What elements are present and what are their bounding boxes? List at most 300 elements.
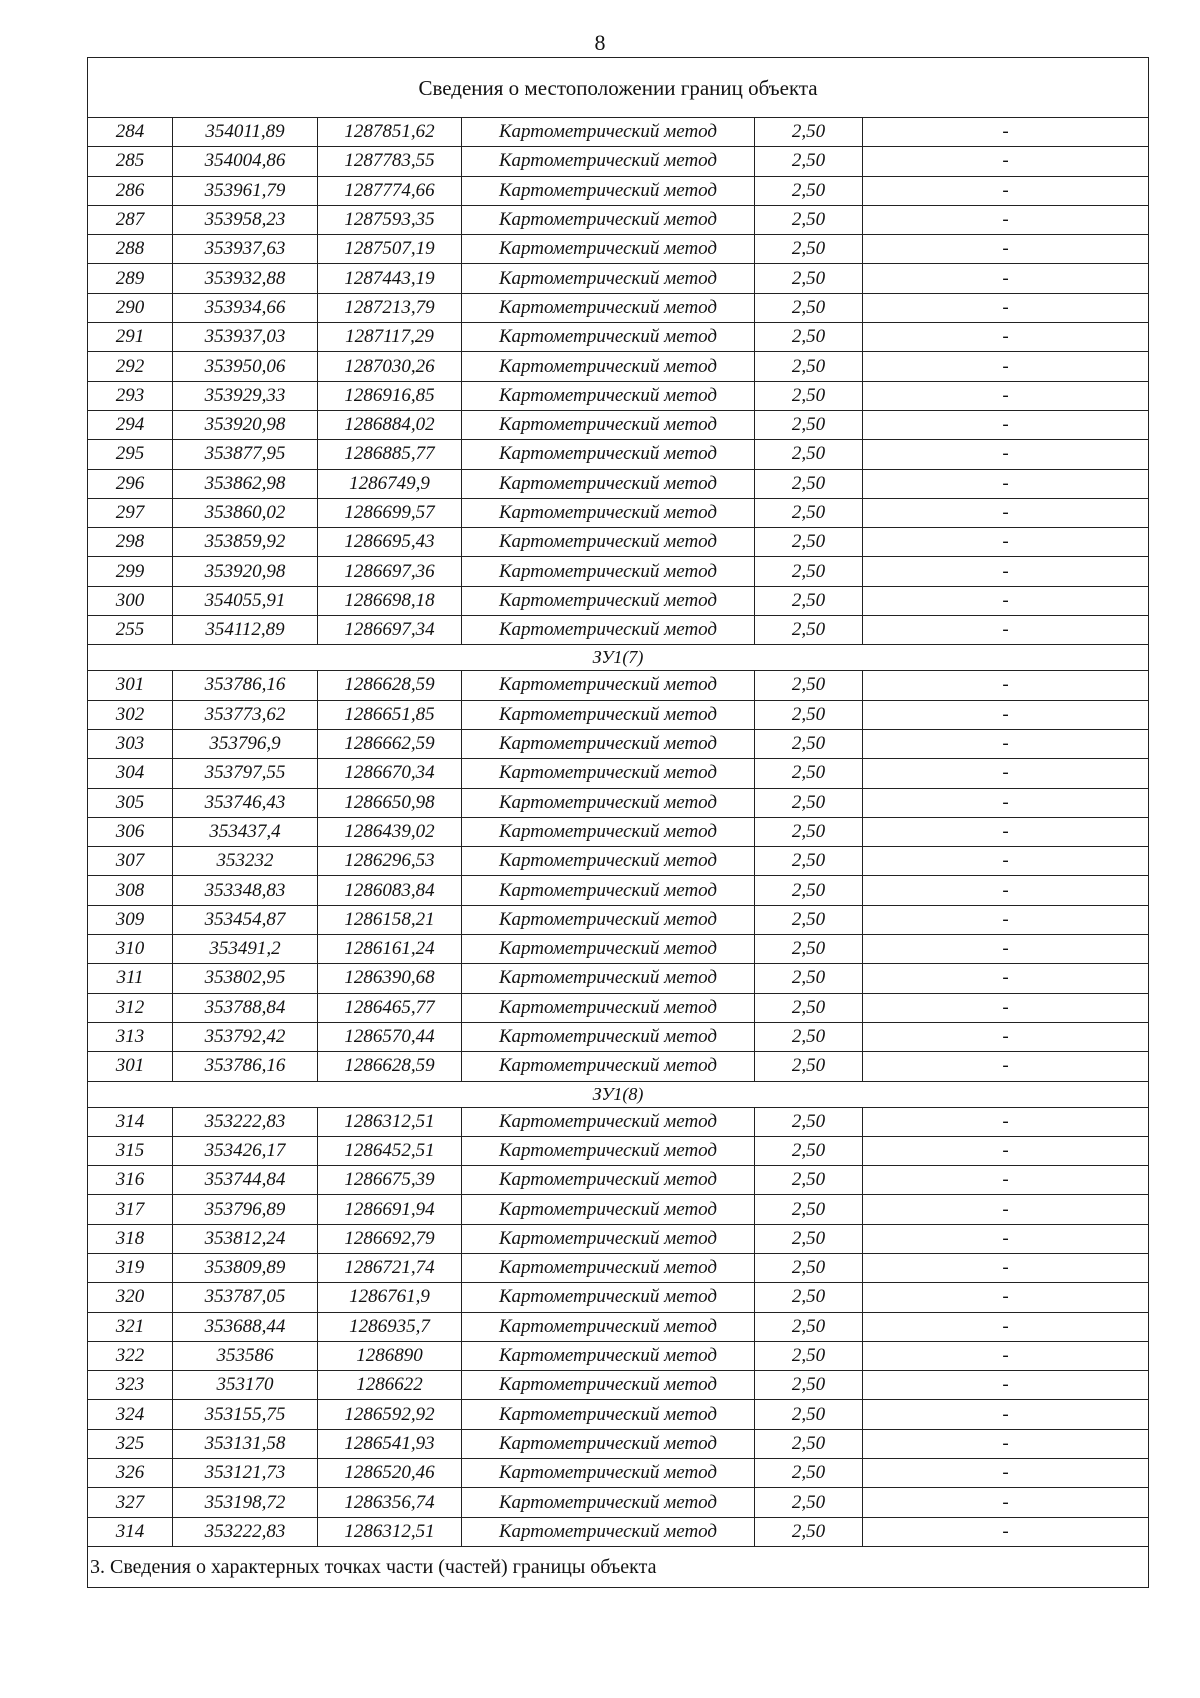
accuracy-cell: 2,50 bbox=[755, 498, 863, 527]
point-number-cell: 306 bbox=[88, 817, 173, 846]
point-number-cell: 304 bbox=[88, 759, 173, 788]
table-row bbox=[88, 1488, 1149, 1517]
method-cell: Картометрический метод bbox=[462, 700, 755, 729]
description-cell: - bbox=[863, 410, 1149, 439]
x-coordinate-cell: 353937,63 bbox=[173, 235, 318, 264]
y-coordinate-cell: 1286622 bbox=[318, 1371, 462, 1400]
section-label: ЗУ1(7) bbox=[88, 645, 1149, 671]
description-cell: - bbox=[863, 876, 1149, 905]
x-coordinate-cell: 353796,89 bbox=[173, 1195, 318, 1224]
point-number-cell: 289 bbox=[88, 264, 173, 293]
method-cell: Картометрический метод bbox=[462, 528, 755, 557]
table-row bbox=[88, 788, 1149, 817]
table-row bbox=[88, 1136, 1149, 1165]
accuracy-cell: 2,50 bbox=[755, 293, 863, 322]
table-row bbox=[88, 352, 1149, 381]
accuracy-cell: 2,50 bbox=[755, 1459, 863, 1488]
y-coordinate-cell: 1287851,62 bbox=[318, 118, 462, 147]
x-coordinate-cell: 353929,33 bbox=[173, 381, 318, 410]
x-coordinate-cell: 353222,83 bbox=[173, 1107, 318, 1136]
point-number-cell: 320 bbox=[88, 1283, 173, 1312]
method-cell: Картометрический метод bbox=[462, 671, 755, 700]
accuracy-cell: 2,50 bbox=[755, 440, 863, 469]
x-coordinate-cell: 353786,16 bbox=[173, 671, 318, 700]
y-coordinate-cell: 1286692,79 bbox=[318, 1224, 462, 1253]
y-coordinate-cell: 1286699,57 bbox=[318, 498, 462, 527]
description-cell: - bbox=[863, 176, 1149, 205]
x-coordinate-cell: 353920,98 bbox=[173, 557, 318, 586]
point-number-cell: 299 bbox=[88, 557, 173, 586]
accuracy-cell: 2,50 bbox=[755, 817, 863, 846]
y-coordinate-cell: 1286592,92 bbox=[318, 1400, 462, 1429]
point-number-cell: 310 bbox=[88, 935, 173, 964]
method-cell: Картометрический метод bbox=[462, 586, 755, 615]
point-number-cell: 288 bbox=[88, 235, 173, 264]
method-cell: Картометрический метод bbox=[462, 264, 755, 293]
table-row bbox=[88, 118, 1149, 147]
table-row bbox=[88, 847, 1149, 876]
y-coordinate-cell: 1286698,18 bbox=[318, 586, 462, 615]
description-cell: - bbox=[863, 1283, 1149, 1312]
point-number-cell: 284 bbox=[88, 118, 173, 147]
description-cell: - bbox=[863, 1371, 1149, 1400]
x-coordinate-cell: 353155,75 bbox=[173, 1400, 318, 1429]
table-row bbox=[88, 1052, 1149, 1081]
point-number-cell: 314 bbox=[88, 1107, 173, 1136]
y-coordinate-cell: 1286691,94 bbox=[318, 1195, 462, 1224]
accuracy-cell: 2,50 bbox=[755, 176, 863, 205]
point-number-cell: 313 bbox=[88, 1022, 173, 1051]
footer-text: 3. Сведения о характерных точках части (частей) границы объекта bbox=[88, 1546, 1149, 1587]
method-cell: Картометрический метод bbox=[462, 759, 755, 788]
x-coordinate-cell: 354011,89 bbox=[173, 118, 318, 147]
point-number-cell: 301 bbox=[88, 671, 173, 700]
table-body bbox=[88, 58, 1149, 1588]
description-cell: - bbox=[863, 1136, 1149, 1165]
description-cell: - bbox=[863, 700, 1149, 729]
y-coordinate-cell: 1286465,77 bbox=[318, 993, 462, 1022]
footer-row bbox=[88, 1546, 1149, 1587]
table-row bbox=[88, 235, 1149, 264]
x-coordinate-cell: 353491,2 bbox=[173, 935, 318, 964]
x-coordinate-cell: 353961,79 bbox=[173, 176, 318, 205]
accuracy-cell: 2,50 bbox=[755, 1022, 863, 1051]
y-coordinate-cell: 1286662,59 bbox=[318, 729, 462, 758]
x-coordinate-cell: 353744,84 bbox=[173, 1166, 318, 1195]
table-row bbox=[88, 147, 1149, 176]
description-cell: - bbox=[863, 671, 1149, 700]
y-coordinate-cell: 1286650,98 bbox=[318, 788, 462, 817]
x-coordinate-cell: 353348,83 bbox=[173, 876, 318, 905]
accuracy-cell: 2,50 bbox=[755, 1166, 863, 1195]
accuracy-cell: 2,50 bbox=[755, 557, 863, 586]
method-cell: Картометрический метод bbox=[462, 964, 755, 993]
y-coordinate-cell: 1286721,74 bbox=[318, 1253, 462, 1282]
point-number-cell: 326 bbox=[88, 1459, 173, 1488]
table-row bbox=[88, 671, 1149, 700]
accuracy-cell: 2,50 bbox=[755, 469, 863, 498]
table-row bbox=[88, 323, 1149, 352]
accuracy-cell: 2,50 bbox=[755, 1253, 863, 1282]
description-cell: - bbox=[863, 1488, 1149, 1517]
description-cell: - bbox=[863, 469, 1149, 498]
x-coordinate-cell: 353688,44 bbox=[173, 1312, 318, 1341]
point-number-cell: 308 bbox=[88, 876, 173, 905]
method-cell: Картометрический метод bbox=[462, 1400, 755, 1429]
y-coordinate-cell: 1286296,53 bbox=[318, 847, 462, 876]
point-number-cell: 302 bbox=[88, 700, 173, 729]
method-cell: Картометрический метод bbox=[462, 935, 755, 964]
table-row bbox=[88, 1224, 1149, 1253]
accuracy-cell: 2,50 bbox=[755, 905, 863, 934]
method-cell: Картометрический метод bbox=[462, 410, 755, 439]
accuracy-cell: 2,50 bbox=[755, 1312, 863, 1341]
x-coordinate-cell: 353786,16 bbox=[173, 1052, 318, 1081]
point-number-cell: 294 bbox=[88, 410, 173, 439]
accuracy-cell: 2,50 bbox=[755, 1429, 863, 1458]
table-row bbox=[88, 440, 1149, 469]
description-cell: - bbox=[863, 616, 1149, 645]
description-cell: - bbox=[863, 788, 1149, 817]
method-cell: Картометрический метод bbox=[462, 1312, 755, 1341]
point-number-cell: 321 bbox=[88, 1312, 173, 1341]
method-cell: Картометрический метод bbox=[462, 729, 755, 758]
point-number-cell: 307 bbox=[88, 847, 173, 876]
description-cell: - bbox=[863, 293, 1149, 322]
method-cell: Картометрический метод bbox=[462, 1517, 755, 1546]
method-cell: Картометрический метод bbox=[462, 1488, 755, 1517]
point-number-cell: 312 bbox=[88, 993, 173, 1022]
method-cell: Картометрический метод bbox=[462, 440, 755, 469]
description-cell: - bbox=[863, 1107, 1149, 1136]
point-number-cell: 292 bbox=[88, 352, 173, 381]
accuracy-cell: 2,50 bbox=[755, 876, 863, 905]
x-coordinate-cell: 353787,05 bbox=[173, 1283, 318, 1312]
x-coordinate-cell: 353232 bbox=[173, 847, 318, 876]
page-number: 8 bbox=[594, 30, 606, 55]
accuracy-cell: 2,50 bbox=[755, 323, 863, 352]
method-cell: Картометрический метод bbox=[462, 1166, 755, 1195]
accuracy-cell: 2,50 bbox=[755, 935, 863, 964]
description-cell: - bbox=[863, 1052, 1149, 1081]
accuracy-cell: 2,50 bbox=[755, 528, 863, 557]
y-coordinate-cell: 1286935,7 bbox=[318, 1312, 462, 1341]
y-coordinate-cell: 1287213,79 bbox=[318, 293, 462, 322]
y-coordinate-cell: 1287593,35 bbox=[318, 205, 462, 234]
description-cell: - bbox=[863, 381, 1149, 410]
accuracy-cell: 2,50 bbox=[755, 1107, 863, 1136]
method-cell: Картометрический метод bbox=[462, 1341, 755, 1370]
accuracy-cell: 2,50 bbox=[755, 586, 863, 615]
accuracy-cell: 2,50 bbox=[755, 147, 863, 176]
y-coordinate-cell: 1287783,55 bbox=[318, 147, 462, 176]
table-row bbox=[88, 759, 1149, 788]
y-coordinate-cell: 1286628,59 bbox=[318, 1052, 462, 1081]
description-cell: - bbox=[863, 1429, 1149, 1458]
section-row bbox=[88, 1081, 1149, 1107]
y-coordinate-cell: 1286675,39 bbox=[318, 1166, 462, 1195]
description-cell: - bbox=[863, 1459, 1149, 1488]
x-coordinate-cell: 353934,66 bbox=[173, 293, 318, 322]
point-number-cell: 324 bbox=[88, 1400, 173, 1429]
method-cell: Картометрический метод bbox=[462, 1371, 755, 1400]
table-row bbox=[88, 586, 1149, 615]
x-coordinate-cell: 354112,89 bbox=[173, 616, 318, 645]
point-number-cell: 293 bbox=[88, 381, 173, 410]
description-cell: - bbox=[863, 586, 1149, 615]
y-coordinate-cell: 1286916,85 bbox=[318, 381, 462, 410]
method-cell: Картометрический метод bbox=[462, 1224, 755, 1253]
x-coordinate-cell: 353809,89 bbox=[173, 1253, 318, 1282]
x-coordinate-cell: 353877,95 bbox=[173, 440, 318, 469]
method-cell: Картометрический метод bbox=[462, 381, 755, 410]
description-cell: - bbox=[863, 1312, 1149, 1341]
accuracy-cell: 2,50 bbox=[755, 1224, 863, 1253]
point-number-cell: 317 bbox=[88, 1195, 173, 1224]
point-number-cell: 290 bbox=[88, 293, 173, 322]
method-cell: Картометрический метод bbox=[462, 469, 755, 498]
table-row bbox=[88, 293, 1149, 322]
table-row bbox=[88, 176, 1149, 205]
description-cell: - bbox=[863, 1517, 1149, 1546]
y-coordinate-cell: 1286697,36 bbox=[318, 557, 462, 586]
y-coordinate-cell: 1286697,34 bbox=[318, 616, 462, 645]
section-row bbox=[88, 645, 1149, 671]
point-number-cell: 287 bbox=[88, 205, 173, 234]
point-number-cell: 298 bbox=[88, 528, 173, 557]
x-coordinate-cell: 353437,4 bbox=[173, 817, 318, 846]
description-cell: - bbox=[863, 1224, 1149, 1253]
point-number-cell: 305 bbox=[88, 788, 173, 817]
description-cell: - bbox=[863, 498, 1149, 527]
description-cell: - bbox=[863, 440, 1149, 469]
table-row bbox=[88, 205, 1149, 234]
accuracy-cell: 2,50 bbox=[755, 381, 863, 410]
y-coordinate-cell: 1286570,44 bbox=[318, 1022, 462, 1051]
accuracy-cell: 2,50 bbox=[755, 264, 863, 293]
table-row bbox=[88, 1371, 1149, 1400]
method-cell: Картометрический метод bbox=[462, 1107, 755, 1136]
y-coordinate-cell: 1286651,85 bbox=[318, 700, 462, 729]
table-row bbox=[88, 1195, 1149, 1224]
x-coordinate-cell: 353198,72 bbox=[173, 1488, 318, 1517]
x-coordinate-cell: 353586 bbox=[173, 1341, 318, 1370]
x-coordinate-cell: 353121,73 bbox=[173, 1459, 318, 1488]
method-cell: Картометрический метод bbox=[462, 993, 755, 1022]
accuracy-cell: 2,50 bbox=[755, 1341, 863, 1370]
accuracy-cell: 2,50 bbox=[755, 118, 863, 147]
accuracy-cell: 2,50 bbox=[755, 993, 863, 1022]
description-cell: - bbox=[863, 964, 1149, 993]
section-label: ЗУ1(8) bbox=[88, 1081, 1149, 1107]
table-row bbox=[88, 1341, 1149, 1370]
x-coordinate-cell: 353862,98 bbox=[173, 469, 318, 498]
accuracy-cell: 2,50 bbox=[755, 1517, 863, 1546]
method-cell: Картометрический метод bbox=[462, 557, 755, 586]
method-cell: Картометрический метод bbox=[462, 847, 755, 876]
table-row bbox=[88, 935, 1149, 964]
y-coordinate-cell: 1286356,74 bbox=[318, 1488, 462, 1517]
method-cell: Картометрический метод bbox=[462, 905, 755, 934]
x-coordinate-cell: 353222,83 bbox=[173, 1517, 318, 1546]
x-coordinate-cell: 353802,95 bbox=[173, 964, 318, 993]
table-row bbox=[88, 905, 1149, 934]
point-number-cell: 316 bbox=[88, 1166, 173, 1195]
point-number-cell: 322 bbox=[88, 1341, 173, 1370]
method-cell: Картометрический метод bbox=[462, 1052, 755, 1081]
x-coordinate-cell: 353859,92 bbox=[173, 528, 318, 557]
y-coordinate-cell: 1286452,51 bbox=[318, 1136, 462, 1165]
accuracy-cell: 2,50 bbox=[755, 759, 863, 788]
accuracy-cell: 2,50 bbox=[755, 616, 863, 645]
description-cell: - bbox=[863, 993, 1149, 1022]
method-cell: Картометрический метод bbox=[462, 788, 755, 817]
method-cell: Картометрический метод bbox=[462, 235, 755, 264]
y-coordinate-cell: 1286695,43 bbox=[318, 528, 462, 557]
point-number-cell: 297 bbox=[88, 498, 173, 527]
table-row bbox=[88, 1400, 1149, 1429]
method-cell: Картометрический метод bbox=[462, 147, 755, 176]
x-coordinate-cell: 353932,88 bbox=[173, 264, 318, 293]
description-cell: - bbox=[863, 147, 1149, 176]
y-coordinate-cell: 1286158,21 bbox=[318, 905, 462, 934]
x-coordinate-cell: 353773,62 bbox=[173, 700, 318, 729]
boundary-coordinates-table bbox=[87, 57, 1149, 1588]
x-coordinate-cell: 353812,24 bbox=[173, 1224, 318, 1253]
accuracy-cell: 2,50 bbox=[755, 1136, 863, 1165]
x-coordinate-cell: 353958,23 bbox=[173, 205, 318, 234]
table-row bbox=[88, 964, 1149, 993]
table-row bbox=[88, 700, 1149, 729]
x-coordinate-cell: 353797,55 bbox=[173, 759, 318, 788]
accuracy-cell: 2,50 bbox=[755, 1371, 863, 1400]
x-coordinate-cell: 354055,91 bbox=[173, 586, 318, 615]
description-cell: - bbox=[863, 1400, 1149, 1429]
point-number-cell: 314 bbox=[88, 1517, 173, 1546]
method-cell: Картометрический метод bbox=[462, 323, 755, 352]
method-cell: Картометрический метод bbox=[462, 205, 755, 234]
point-number-cell: 319 bbox=[88, 1253, 173, 1282]
point-number-cell: 318 bbox=[88, 1224, 173, 1253]
point-number-cell: 296 bbox=[88, 469, 173, 498]
y-coordinate-cell: 1286439,02 bbox=[318, 817, 462, 846]
method-cell: Картометрический метод bbox=[462, 352, 755, 381]
point-number-cell: 303 bbox=[88, 729, 173, 758]
y-coordinate-cell: 1286670,34 bbox=[318, 759, 462, 788]
table-row bbox=[88, 1459, 1149, 1488]
table-title: Сведения о местоположении границ объекта bbox=[88, 58, 1149, 118]
point-number-cell: 323 bbox=[88, 1371, 173, 1400]
y-coordinate-cell: 1286884,02 bbox=[318, 410, 462, 439]
y-coordinate-cell: 1286161,24 bbox=[318, 935, 462, 964]
y-coordinate-cell: 1286541,93 bbox=[318, 1429, 462, 1458]
table-row bbox=[88, 498, 1149, 527]
table-row bbox=[88, 1253, 1149, 1282]
table-row bbox=[88, 1107, 1149, 1136]
table-row bbox=[88, 469, 1149, 498]
accuracy-cell: 2,50 bbox=[755, 205, 863, 234]
y-coordinate-cell: 1287030,26 bbox=[318, 352, 462, 381]
accuracy-cell: 2,50 bbox=[755, 235, 863, 264]
point-number-cell: 300 bbox=[88, 586, 173, 615]
point-number-cell: 285 bbox=[88, 147, 173, 176]
method-cell: Картометрический метод bbox=[462, 1459, 755, 1488]
x-coordinate-cell: 353426,17 bbox=[173, 1136, 318, 1165]
method-cell: Картометрический метод bbox=[462, 1195, 755, 1224]
description-cell: - bbox=[863, 1195, 1149, 1224]
y-coordinate-cell: 1286761,9 bbox=[318, 1283, 462, 1312]
x-coordinate-cell: 353796,9 bbox=[173, 729, 318, 758]
y-coordinate-cell: 1286520,46 bbox=[318, 1459, 462, 1488]
accuracy-cell: 2,50 bbox=[755, 410, 863, 439]
title-row bbox=[88, 58, 1149, 118]
method-cell: Картометрический метод bbox=[462, 1429, 755, 1458]
description-cell: - bbox=[863, 935, 1149, 964]
y-coordinate-cell: 1287774,66 bbox=[318, 176, 462, 205]
x-coordinate-cell: 353920,98 bbox=[173, 410, 318, 439]
point-number-cell: 325 bbox=[88, 1429, 173, 1458]
accuracy-cell: 2,50 bbox=[755, 700, 863, 729]
point-number-cell: 309 bbox=[88, 905, 173, 934]
y-coordinate-cell: 1286628,59 bbox=[318, 671, 462, 700]
y-coordinate-cell: 1286749,9 bbox=[318, 469, 462, 498]
table-row bbox=[88, 410, 1149, 439]
table-row bbox=[88, 381, 1149, 410]
description-cell: - bbox=[863, 1022, 1149, 1051]
accuracy-cell: 2,50 bbox=[755, 1052, 863, 1081]
accuracy-cell: 2,50 bbox=[755, 847, 863, 876]
description-cell: - bbox=[863, 352, 1149, 381]
accuracy-cell: 2,50 bbox=[755, 1283, 863, 1312]
point-number-cell: 301 bbox=[88, 1052, 173, 1081]
x-coordinate-cell: 353860,02 bbox=[173, 498, 318, 527]
point-number-cell: 315 bbox=[88, 1136, 173, 1165]
x-coordinate-cell: 354004,86 bbox=[173, 147, 318, 176]
method-cell: Картометрический метод bbox=[462, 118, 755, 147]
description-cell: - bbox=[863, 905, 1149, 934]
accuracy-cell: 2,50 bbox=[755, 352, 863, 381]
table-row bbox=[88, 1429, 1149, 1458]
description-cell: - bbox=[863, 235, 1149, 264]
description-cell: - bbox=[863, 1166, 1149, 1195]
x-coordinate-cell: 353792,42 bbox=[173, 1022, 318, 1051]
x-coordinate-cell: 353950,06 bbox=[173, 352, 318, 381]
accuracy-cell: 2,50 bbox=[755, 1195, 863, 1224]
table-row bbox=[88, 1517, 1149, 1546]
table-row bbox=[88, 557, 1149, 586]
y-coordinate-cell: 1287117,29 bbox=[318, 323, 462, 352]
table-row bbox=[88, 1022, 1149, 1051]
point-number-cell: 291 bbox=[88, 323, 173, 352]
table-row bbox=[88, 876, 1149, 905]
description-cell: - bbox=[863, 118, 1149, 147]
accuracy-cell: 2,50 bbox=[755, 671, 863, 700]
y-coordinate-cell: 1287507,19 bbox=[318, 235, 462, 264]
table-row bbox=[88, 1166, 1149, 1195]
x-coordinate-cell: 353454,87 bbox=[173, 905, 318, 934]
accuracy-cell: 2,50 bbox=[755, 1400, 863, 1429]
accuracy-cell: 2,50 bbox=[755, 964, 863, 993]
table-row bbox=[88, 528, 1149, 557]
y-coordinate-cell: 1286890 bbox=[318, 1341, 462, 1370]
y-coordinate-cell: 1286312,51 bbox=[318, 1107, 462, 1136]
method-cell: Картометрический метод bbox=[462, 817, 755, 846]
table-row bbox=[88, 616, 1149, 645]
method-cell: Картометрический метод bbox=[462, 1136, 755, 1165]
point-number-cell: 327 bbox=[88, 1488, 173, 1517]
method-cell: Картометрический метод bbox=[462, 876, 755, 905]
x-coordinate-cell: 353131,58 bbox=[173, 1429, 318, 1458]
